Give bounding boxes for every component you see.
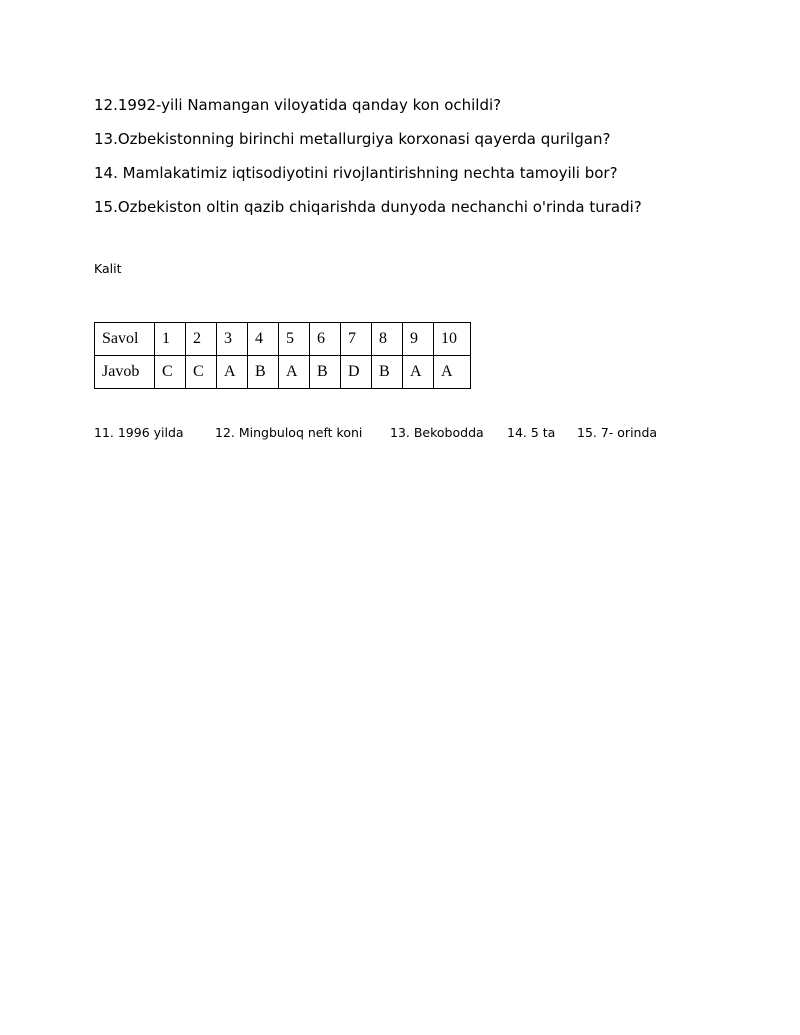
answer-key-heading: Kalit [94, 261, 122, 276]
open-answer-12: 12. Mingbuloq neft koni [215, 425, 363, 440]
question-number-cell: 3 [217, 323, 248, 356]
question-15: 15.Ozbekiston oltin qazib chiqarishda dunyoda nechanchi o'rinda turadi? [94, 198, 642, 216]
answer-cell: D [341, 356, 372, 389]
question-13: 13.Ozbekistonning birinchi metallurgiya korxonasi qayerda qurilgan? [94, 130, 611, 148]
answer-cell: A [279, 356, 310, 389]
table-row-questions [95, 323, 471, 356]
question-number-cell: 4 [248, 323, 279, 356]
table-row-answers [95, 356, 471, 389]
answer-cell: A [217, 356, 248, 389]
question-number-cell: 10 [434, 323, 471, 356]
question-number-cell: 8 [372, 323, 403, 356]
open-answer-15: 15. 7- orinda [577, 425, 658, 440]
answer-cell: A [403, 356, 434, 389]
answer-key-table [94, 322, 471, 389]
answer-cell: A [434, 356, 471, 389]
question-number-cell: 9 [403, 323, 434, 356]
question-number-cell: 2 [186, 323, 217, 356]
question-number-cell: 1 [155, 323, 186, 356]
question-14: 14. Mamlakatimiz iqtisodiyotini rivojlantirishning nechta tamoyili bor? [94, 164, 618, 182]
answer-cell: C [186, 356, 217, 389]
row-label-savol: Savol [95, 323, 155, 356]
open-answers-line [94, 424, 657, 442]
question-number-cell: 6 [310, 323, 341, 356]
open-answer-14: 14. 5 ta [507, 425, 556, 440]
open-answer-11: 11. 1996 yilda [94, 425, 184, 440]
answer-cell: B [372, 356, 403, 389]
row-label-javob: Javob [95, 356, 155, 389]
question-number-cell: 5 [279, 323, 310, 356]
open-answer-13: 13. Bekobodda [390, 425, 484, 440]
answer-cell: B [248, 356, 279, 389]
answer-cell: C [155, 356, 186, 389]
question-number-cell: 7 [341, 323, 372, 356]
answer-cell: B [310, 356, 341, 389]
question-12: 12.1992-yili Namangan viloyatida qanday kon ochildi? [94, 96, 502, 114]
